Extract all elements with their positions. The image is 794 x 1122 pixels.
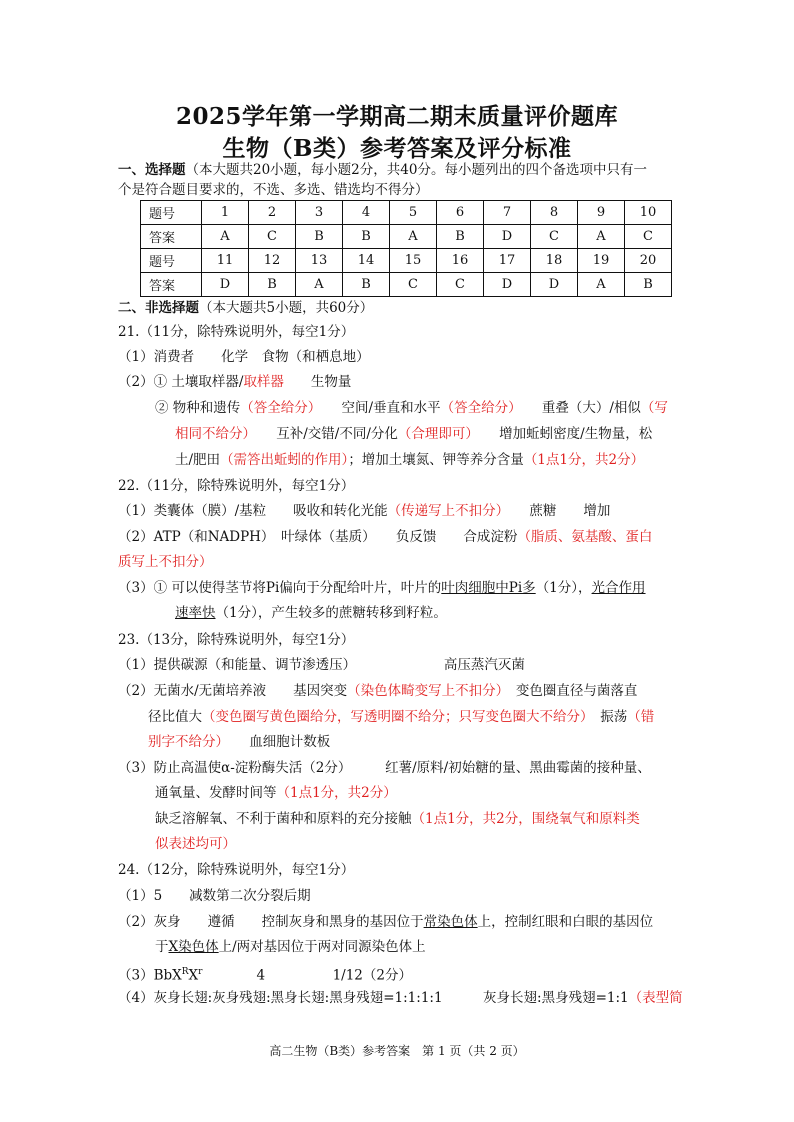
answer-text: 蔗糖 增加 [502,503,611,519]
page-title: 2025学年第一学期高二期末质量评价题库 [175,103,618,130]
answer-text: （1）类囊体（膜）/基粒 吸收和转化光能 [118,503,388,519]
answer-text: （2）ATP（和NADPH） 叶绿体（基质） 负反馈 合成淀粉 [118,529,518,545]
table-cell: D [202,273,249,297]
q22-heading: 22.（11分，除特殊说明外，每空1分） [118,478,355,494]
table-cell: 4 [343,201,390,225]
label-question-no: 题号 [141,201,202,225]
answer-text: 重叠（大）/相似 [514,400,641,416]
answer-text: 常染色体 [423,914,478,930]
q22-answer-5 [175,603,447,623]
q24-answer-5 [118,988,683,1008]
scoring-note: （脂质、氨基酸、蛋白 [517,529,653,545]
q23-answer-2 [118,681,637,701]
q21-answer-3 [155,398,668,418]
superscript: R [181,967,189,977]
scoring-note: （传递写上不扣分） [387,503,503,519]
table-row-q1 [141,201,672,225]
table-cell: B [437,225,484,249]
answer-text: 变色圈直径与菌落直 [502,683,638,699]
scoring-note: （写 [640,400,668,416]
answer-text: X染色体 [168,939,219,955]
table-cell: D [531,273,578,297]
q22-answer-4 [118,578,646,598]
table-row-a1 [141,225,672,249]
table-cell: C [390,273,437,297]
answer-text: （1分）， [535,580,592,596]
answer-text: 生物量 [283,374,352,390]
table-cell: 13 [296,249,343,273]
scoring-note: （1点1分，共2分） [276,785,397,801]
table-cell: D [484,273,531,297]
scoring-note: 相同不给分） [175,426,250,442]
section1-heading: 一、选择题 [118,162,186,178]
answer-text: ；增加土壤氮、钾等养分含量 [348,452,524,468]
scoring-note: （答全给分） [440,400,515,416]
answer-text: 血细胞计数板 [222,734,331,750]
scoring-note: （合理即可） [397,426,473,442]
q24-heading: 24.（12分，除特殊说明外，每空1分） [118,862,355,878]
answer-text: （2）无菌水/无菌培养液 基因突变 [118,683,348,699]
answer-text: 于 [155,939,169,955]
answer-text: 速率快 [175,605,216,621]
q23-answer-8: 似表述均可） [155,836,236,852]
table-cell: A [578,273,625,297]
section1-desc-2: 个是符合题目要求的，不选、多选、错选均不得分） [118,182,429,198]
scoring-note: （答全给分） [240,400,315,416]
answer-text: 振荡 [586,709,628,725]
q23-answer-3 [148,707,654,727]
section1-desc-1: （本大题共20小题，每小题2分，共40分。每小题列出的四个备选项中只有一 [185,162,647,178]
scoring-note: 取样器 [243,374,284,390]
answer-text: 上，控制红眼和白眼的基因位 [477,914,654,930]
table-cell: C [625,225,672,249]
table-cell: 8 [531,201,578,225]
table-cell: 1 [202,201,249,225]
q23-answer-7 [155,809,640,829]
q24-answer-4 [118,962,412,986]
table-cell: 17 [484,249,531,273]
table-row-q2 [141,249,672,273]
table-cell: A [578,225,625,249]
table-cell: 18 [531,249,578,273]
q21-answer-1: （1）消费者 化学 食物（和栖息地） [118,349,370,365]
table-cell: D [484,225,531,249]
table-cell: 3 [296,201,343,225]
section1-heading-line [118,160,647,180]
scoring-note: （表型简 [628,990,683,1006]
table-cell: B [343,273,390,297]
scoring-note: （错 [627,709,655,725]
page-subtitle: 生物（B类）参考答案及评分标准 [222,135,572,162]
answer-text: 增加蚯蚓密度/生物量，松 [472,426,653,442]
answer-text: ② 物种和遗传 [155,400,241,416]
table-cell: 9 [578,201,625,225]
answer-text: 上/两对基因位于两对同源染色体上 [218,939,426,955]
answer-text: X [188,967,199,984]
answer-text: 4 1/12（2分） [202,967,412,984]
answer-text: （2）灰身 遵循 控制灰身和黑身的基因位于 [118,914,424,930]
answer-text: 互补/交错/不同/分化 [249,426,398,442]
table-row-a2 [141,273,672,297]
table-cell: 20 [625,249,672,273]
table-cell: 15 [390,249,437,273]
scoring-note: （1点1分，共2分，围绕氧气和原料类 [411,811,640,827]
table-cell: 14 [343,249,390,273]
table-cell: A [390,225,437,249]
q22-answer-3: 质写上不扣分） [118,554,213,570]
answer-text: 土/肥田 [175,452,221,468]
q23-answer-4 [148,732,330,752]
answer-text: 通氧量、发酵时间等 [155,785,277,801]
superscript: r [198,967,203,977]
scoring-note: （变色圈写黄色圈给分，写透明圈不给分；只写变色圈大不给分） [202,709,587,725]
q22-answer-2 [118,527,652,547]
q21-answer-2 [118,372,351,392]
table-cell: 6 [437,201,484,225]
table-cell: B [296,225,343,249]
page-footer: 高二生物（B类）参考答案 第 1 页（共 2 页） [269,1044,525,1058]
table-cell: 7 [484,201,531,225]
table-cell: A [296,273,343,297]
section2-heading-line [118,298,373,318]
q24-answer-1: （1）5 减数第二次分裂后期 [118,888,311,904]
table-cell: C [249,225,296,249]
answer-text: （3）① 可以使得茎节将Pi偏向于分配给叶片，叶片的 [118,580,442,596]
answer-text: 径比值大 [148,709,202,725]
q21-answer-5 [175,450,644,470]
q23-heading: 23.（13分，除特殊说明外，每空1分） [118,632,355,648]
answer-text: 光合作用 [591,580,646,596]
q24-answer-2 [118,912,653,932]
scoring-note: （染色体畸变写上不扣分） [347,683,503,699]
answer-text: （1分），产生较多的蔗糖转移到籽粒。 [215,605,447,621]
table-cell: C [437,273,484,297]
answer-text: 缺乏溶解氧、不利于菌种和原料的充分接触 [155,811,412,827]
answer-text: （2）① 土壤取样器/ [118,374,244,390]
label-answer: 答案 [141,273,202,297]
scoring-note: （1点1分，共2分） [523,452,645,468]
table-cell: A [202,225,249,249]
answer-table [140,200,672,297]
label-answer: 答案 [141,225,202,249]
table-cell: 5 [390,201,437,225]
answer-text: （4）灰身长翅:灰身残翅:黑身长翅:黑身残翅=1:1:1:1 灰身长翅:黑身残翅=1:1 [118,990,629,1006]
table-cell: B [343,225,390,249]
scoring-note: 别字不给分） [148,734,223,750]
table-cell: B [249,273,296,297]
table-cell: B [625,273,672,297]
table-cell: 10 [625,201,672,225]
section2-desc: （本大题共5小题，共60分） [199,300,374,316]
table-cell: 16 [437,249,484,273]
q21-heading: 21.（11分，除特殊说明外，每空1分） [118,324,355,340]
answer-text: （3）BbX [118,967,182,984]
q21-answer-4 [175,424,652,444]
table-cell: 11 [202,249,249,273]
q23-answer-6 [155,783,397,803]
table-cell: 19 [578,249,625,273]
q24-answer-3 [155,937,426,957]
label-question-no: 题号 [141,249,202,273]
q22-answer-1 [118,501,610,521]
answer-text: 空间/垂直和水平 [314,400,441,416]
scoring-note: （需答出蚯蚓的作用） [220,452,349,468]
answer-text: 叶肉细胞中Pi多 [441,580,536,596]
table-cell: 2 [249,201,296,225]
table-cell: 12 [249,249,296,273]
q23-answer-5: （3）防止高温使α-淀粉酶失活（2分） 红薯/原料/初始糖的量、黑曲霉菌的接种量、 [118,760,651,776]
table-cell: C [531,225,578,249]
section2-heading: 二、非选择题 [118,300,199,316]
q23-answer-1: （1）提供碳源（和能量、调节渗透压） 高压蒸汽灭菌 [118,657,525,673]
